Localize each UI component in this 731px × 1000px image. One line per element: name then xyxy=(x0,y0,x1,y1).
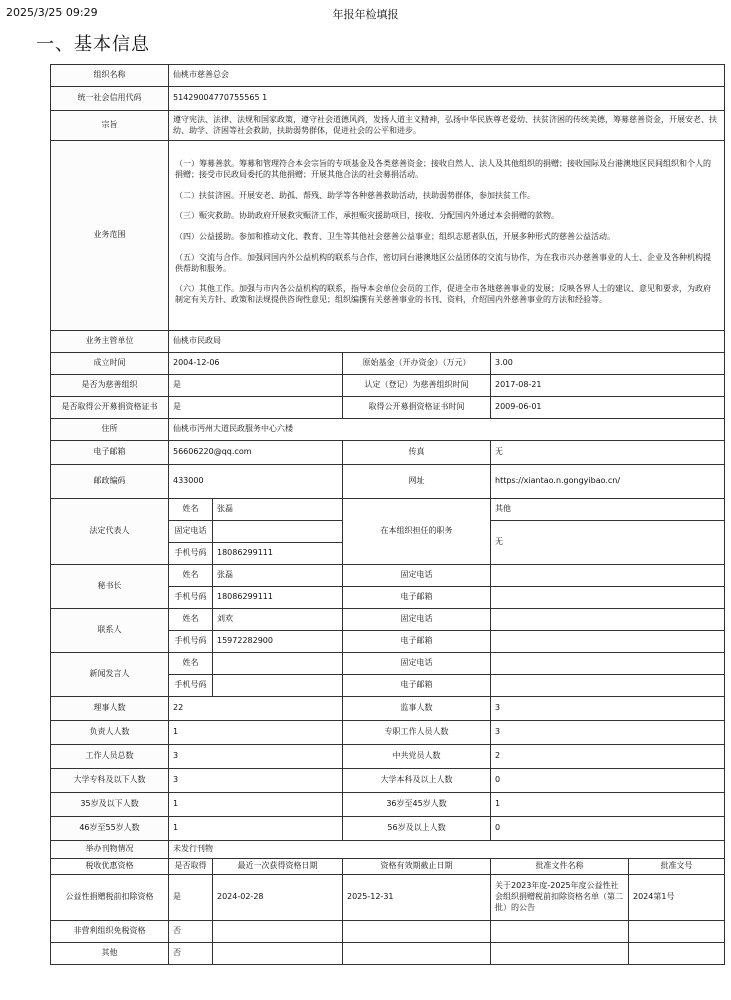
count-label: 56岁及以上人数 xyxy=(343,817,491,841)
contact-mobile: 15972282900 xyxy=(213,631,343,653)
tax-row-obtained: 否 xyxy=(169,942,213,964)
count-label: 36岁至45岁人数 xyxy=(343,793,491,817)
spokesperson-name xyxy=(213,653,343,675)
count-value: 1 xyxy=(169,817,343,841)
print-datetime: 2025/3/25 09:29 xyxy=(6,6,98,19)
address-label: 住所 xyxy=(51,419,169,441)
count-label: 负责人人数 xyxy=(51,721,169,745)
contact-email-label: 电子邮箱 xyxy=(343,631,491,653)
tax-row-doc-no: 2024第1号 xyxy=(629,874,725,920)
publication-label: 举办刊物情况 xyxy=(51,841,169,859)
supervisor-label: 业务主管单位 xyxy=(51,331,169,353)
legal-rep-phone xyxy=(213,521,343,543)
tax-row-date xyxy=(213,942,343,964)
contact-label: 联系人 xyxy=(51,609,169,653)
purpose-label: 宗旨 xyxy=(51,111,169,141)
legal-rep-label: 法定代表人 xyxy=(51,499,169,565)
public-fund-cert-label: 是否取得公开募捐资格证书 xyxy=(51,397,169,419)
legal-rep-mobile-label: 手机号码 xyxy=(169,543,213,565)
spokesperson-email-label: 电子邮箱 xyxy=(343,675,491,697)
count-value: 0 xyxy=(491,769,725,793)
tax-header: 批准文号 xyxy=(629,859,725,875)
count-value: 2 xyxy=(491,745,725,769)
publication-value: 未发行刊物 xyxy=(169,841,725,859)
scope-item-1: （一）筹募善款。筹募和管理符合本会宗旨的专项基金及各类慈善资金；接收自然人、法人及其他组织的捐赠；接收国际及台港澳地区民间组织和个人的捐赠；接受市民政局委托的其他捐赠；开展其他合法的社会募捐活动。 xyxy=(175,158,711,179)
website-label: 网址 xyxy=(343,465,491,499)
legal-rep-other-label: 其他 xyxy=(491,499,725,521)
org-name-value: 仙桃市慈善总会 xyxy=(169,65,725,87)
scope-item-3: （三）赈灾救助。协助政府开展救灾赈济工作，承担赈灾援助项目，接收、分配国内外通过本会捐赠的款物。 xyxy=(175,211,559,221)
tax-header: 资格有效期截止日期 xyxy=(343,859,491,875)
count-label: 理事人数 xyxy=(51,697,169,721)
scope-item-6: （六）其他工作。加强与市内各公益机构的联系，指导本会单位会员的工作，促进全市各地慈善事业的发展；反映各界人士的建议、意见和要求，为政府制定有关方针、政策和法规提供咨询性意见；组织编撰有关慈善事业的书刊、资料，介绍国内外慈善事业的方法和经验等。 xyxy=(175,284,711,305)
count-value: 3 xyxy=(169,745,343,769)
count-label: 大学本科及以上人数 xyxy=(343,769,491,793)
tax-row-obtained: 否 xyxy=(169,920,213,942)
certified-value: 2017-08-21 xyxy=(491,375,725,397)
certified-label: 认定（登记）为慈善组织时间 xyxy=(343,375,491,397)
public-fund-cert-value: 是 xyxy=(169,397,343,419)
spokesperson-email xyxy=(491,675,725,697)
tax-row-date: 2024-02-28 xyxy=(213,874,343,920)
count-label: 大学专科及以下人数 xyxy=(51,769,169,793)
tax-row-doc-no xyxy=(629,942,725,964)
tax-row-doc xyxy=(491,942,629,964)
legal-rep-phone-label: 固定电话 xyxy=(169,521,213,543)
spokesperson-mobile-label: 手机号码 xyxy=(169,675,213,697)
secretary-phone-label: 固定电话 xyxy=(343,565,491,587)
tax-header: 是否取得 xyxy=(169,859,213,875)
scope-label: 业务范围 xyxy=(51,141,169,331)
tax-row-name: 其他 xyxy=(51,942,169,964)
secretary-mobile-label: 手机号码 xyxy=(169,587,213,609)
contact-email xyxy=(491,631,725,653)
count-value: 1 xyxy=(169,721,343,745)
count-value: 3 xyxy=(491,721,725,745)
purpose-value: 遵守宪法、法律、法规和国家政策，遵守社会道德风尚，发扬人道主义精神，弘扬中华民族尊老爱幼、扶贫济困的传统美德，筹募慈善资金，开展安老、扶幼、助学、济困等社会救助，扶助弱势群体，促进社会的公平和进步。 xyxy=(169,111,725,141)
tax-header: 税收优惠资格 xyxy=(51,859,169,875)
count-label: 监事人数 xyxy=(343,697,491,721)
scope-value xyxy=(169,141,725,331)
tax-row-obtained: 是 xyxy=(169,874,213,920)
contact-phone-label: 固定电话 xyxy=(343,609,491,631)
count-value: 3 xyxy=(169,769,343,793)
legal-rep-other-value: 无 xyxy=(491,521,725,565)
email-label: 电子邮箱 xyxy=(51,441,169,465)
tax-header: 最近一次获得资格日期 xyxy=(213,859,343,875)
count-value: 1 xyxy=(169,793,343,817)
is-charity-label: 是否为慈善组织 xyxy=(51,375,169,397)
fund-label: 原始基金（开办资金）（万元） xyxy=(343,353,491,375)
count-value: 22 xyxy=(169,697,343,721)
secretary-name-label: 姓名 xyxy=(169,565,213,587)
tax-row-doc: 关于2023年度-2025年度公益性社会组织捐赠税前扣除资格名单（第二批）的公告 xyxy=(491,874,629,920)
public-fund-time-label: 取得公开募捐资格证书时间 xyxy=(343,397,491,419)
tax-row-doc-no xyxy=(629,920,725,942)
tax-row-name: 非营利组织免税资格 xyxy=(51,920,169,942)
address-value: 仙桃市沔州大道民政服务中心六楼 xyxy=(169,419,725,441)
supervisor-value: 仙桃市民政局 xyxy=(169,331,725,353)
tax-row-expiry xyxy=(343,920,491,942)
tax-row-doc xyxy=(491,920,629,942)
founded-label: 成立时间 xyxy=(51,353,169,375)
legal-rep-mobile: 18086299111 xyxy=(213,543,343,565)
secretary-email xyxy=(491,587,725,609)
basic-info-table xyxy=(50,64,725,965)
scope-item-4: （四）公益援助。参加和推动文化、教育、卫生等其他社会慈善公益事业；组织志愿者队伍，开展多种形式的慈善公益活动。 xyxy=(175,232,615,242)
credit-code-label: 统一社会信用代码 xyxy=(51,87,169,111)
tax-row-date xyxy=(213,920,343,942)
org-name-label: 组织名称 xyxy=(51,65,169,87)
count-label: 中共党员人数 xyxy=(343,745,491,769)
fax-label: 传真 xyxy=(343,441,491,465)
section-title: 一、基本信息 xyxy=(36,34,150,55)
founded-value: 2004-12-06 xyxy=(169,353,343,375)
legal-rep-name-label: 姓名 xyxy=(169,499,213,521)
credit-code-value: 51429004770755565 1 xyxy=(169,87,725,111)
count-value: 1 xyxy=(491,793,725,817)
is-charity-value: 是 xyxy=(169,375,343,397)
count-label: 46岁至55岁人数 xyxy=(51,817,169,841)
tax-row-name: 公益性捐赠税前扣除资格 xyxy=(51,874,169,920)
postcode-value: 433000 xyxy=(169,465,343,499)
count-value: 0 xyxy=(491,817,725,841)
public-fund-time-value: 2009-06-01 xyxy=(491,397,725,419)
legal-rep-position-label: 在本组织担任的职务 xyxy=(343,499,491,565)
count-label: 工作人员总数 xyxy=(51,745,169,769)
scope-item-5: （五）交流与合作。加强同国内外公益机构的联系与合作，密切同台港澳地区公益团体的交流与协作，为在我市兴办慈善事业的人士、企业及各种机构提供帮助和服务。 xyxy=(175,252,711,273)
count-label: 专职工作人员人数 xyxy=(343,721,491,745)
tax-row-expiry: 2025-12-31 xyxy=(343,874,491,920)
spokesperson-name-label: 姓名 xyxy=(169,653,213,675)
secretary-name: 张磊 xyxy=(213,565,343,587)
scope-item-2: （二）扶贫济困。开展安老、助孤、帮残、助学等各种慈善救助活动，扶助弱势群体，参加扶贫工作。 xyxy=(175,190,535,200)
contact-name: 刘欢 xyxy=(213,609,343,631)
secretary-email-label: 电子邮箱 xyxy=(343,587,491,609)
postcode-label: 邮政编码 xyxy=(51,465,169,499)
contact-phone xyxy=(491,609,725,631)
email-value: 56606220@qq.com xyxy=(169,441,343,465)
tax-header: 批准文件名称 xyxy=(491,859,629,875)
count-label: 35岁及以下人数 xyxy=(51,793,169,817)
fund-value: 3.00 xyxy=(491,353,725,375)
website-value: https://xiantao.n.gongyibao.cn/ xyxy=(491,465,725,499)
secretary-phone xyxy=(491,565,725,587)
contact-name-label: 姓名 xyxy=(169,609,213,631)
spokesperson-label: 新闻发言人 xyxy=(51,653,169,697)
page-title: 年报年检填报 xyxy=(332,8,399,21)
spokesperson-phone xyxy=(491,653,725,675)
contact-mobile-label: 手机号码 xyxy=(169,631,213,653)
secretary-mobile: 18086299111 xyxy=(213,587,343,609)
fax-value: 无 xyxy=(491,441,725,465)
secretary-label: 秘书长 xyxy=(51,565,169,609)
tax-row-expiry xyxy=(343,942,491,964)
spokesperson-phone-label: 固定电话 xyxy=(343,653,491,675)
spokesperson-mobile xyxy=(213,675,343,697)
count-value: 3 xyxy=(491,697,725,721)
legal-rep-name: 张磊 xyxy=(213,499,343,521)
